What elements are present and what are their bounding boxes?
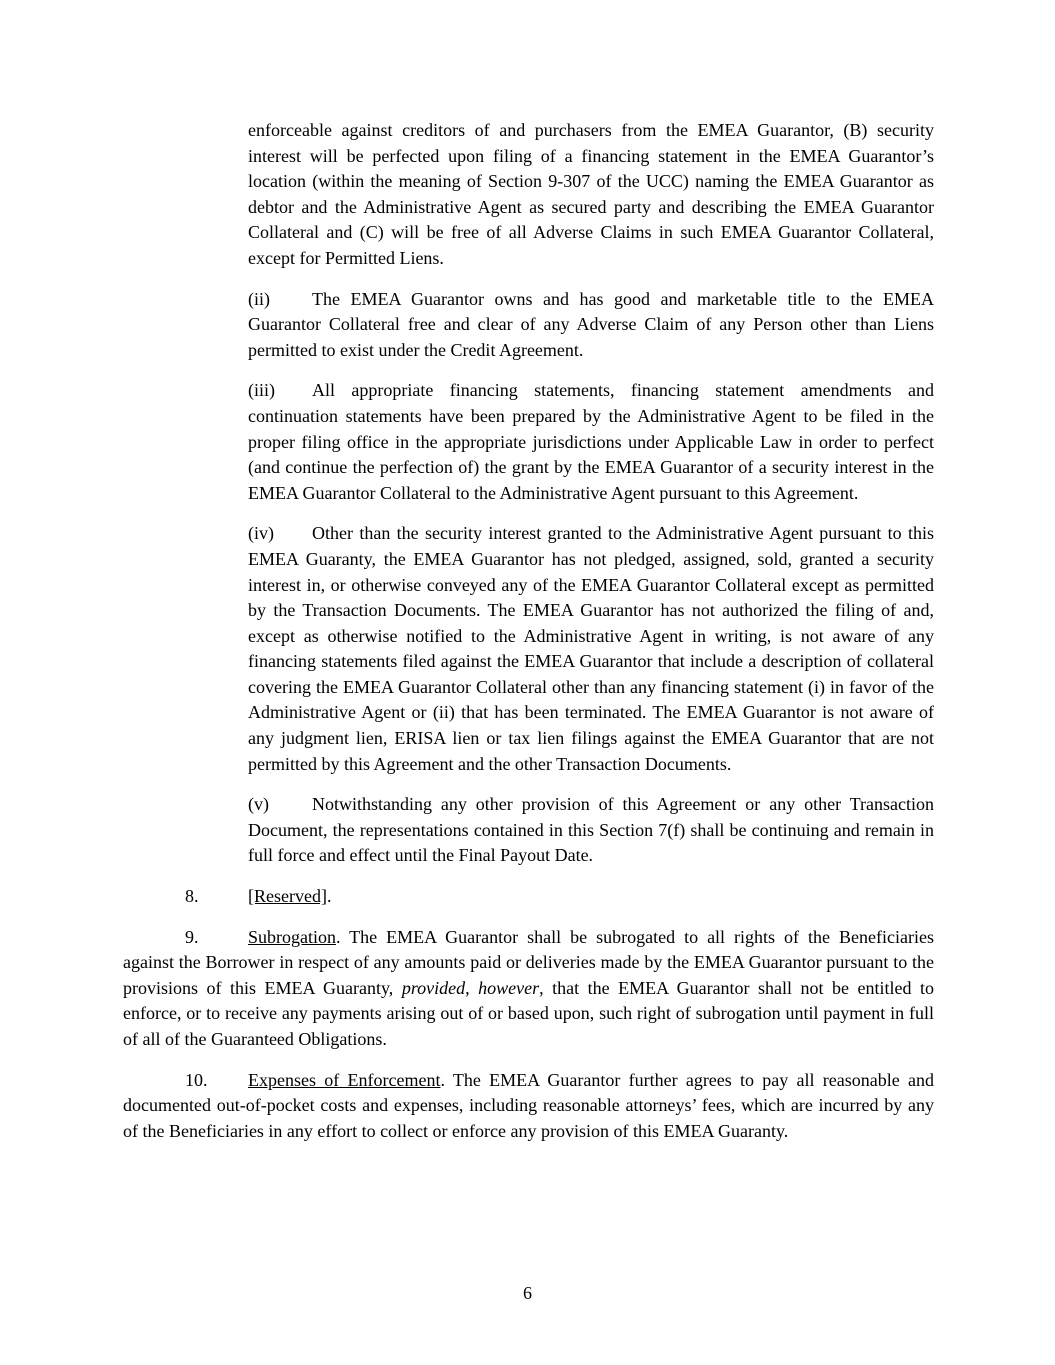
section-8-number: 8. (185, 886, 199, 907)
clause-b-continuation-paragraph (248, 118, 934, 272)
clause-b-continuation-text: enforceable against creditors of and purchasers from the EMEA Guarantor, (B) security interest will be perfected upon filing of a financing statement in the EMEA Guarantor’s location (within the meaning of Section 9-307 of the UCC) naming the EMEA Guarantor as debtor and the Administrative Agent as secured party and describing the EMEA Guarantor Collateral and (C) will be free of all Adverse Claims in such EMEA Guarantor Collateral, except for Permitted Liens. (248, 120, 934, 268)
subclause-iii-paragraph (248, 378, 934, 506)
section-8-after: . (326, 886, 332, 907)
subclause-v-text: Notwithstanding any other provision of this Agreement or any other Transaction Document, the representations contained in this Section 7(f) shall be continuing and remain in full force and effect until the Final Payout Date. (248, 794, 934, 866)
subclause-iv-marker: (iv) (248, 523, 274, 544)
subclause-v-paragraph (248, 792, 934, 869)
section-9-paragraph (123, 925, 934, 1053)
section-9-proviso-italic: provided, however (401, 977, 540, 998)
subclause-ii-paragraph (248, 287, 934, 364)
subclause-iii-text: All appropriate financing statements, financing statement amendments and continuation statements have been prepared by the Administrative Agent to be filed in the proper filing office in the appropriate jurisdictions under Applicable Law in order to perfect (and continue the perfection of) the grant by the EMEA Guarantor of a security interest in the EMEA Guarantor Collateral to the Administrative Agent pursuant to this Agreement. (248, 380, 934, 503)
section-10-number: 10. (185, 1069, 208, 1090)
section-9-number: 9. (185, 926, 199, 947)
section-10-heading: Expenses of Enforcement (248, 1069, 441, 1090)
subclause-ii-text: The EMEA Guarantor owns and has good and marketable title to the EMEA Guarantor Collateral free and clear of any Adverse Claim of any Person other than Liens permitted to exist under the Credit Agreement. (248, 288, 934, 360)
section-8-heading: [Reserved] (248, 886, 327, 907)
subclause-iv-text: Other than the security interest granted to the Administrative Agent pursuant to this EMEA Guaranty, the EMEA Guarantor has not pledged, assigned, sold, granted a security interest in, or otherwise conveyed any of the EMEA Guarantor Collateral except as permitted by the Transaction Documents. The EMEA Guarantor has not authorized the filing of and, except as otherwise notified to the Administrative Agent in writing, is not aware of any financing statements filed against the EMEA Guarantor that include a description of collateral covering the EMEA Guarantor Collateral other than any financing statement (i) in favor of the Administrative Agent or (ii) that has been terminated. The EMEA Guarantor is not aware of any judgment lien, ERISA lien or tax lien filings against the EMEA Guarantor that are not permitted by this Agreement and the other Transaction Documents. (248, 523, 934, 774)
section-8-paragraph (123, 884, 934, 910)
page-number: 6 (523, 1283, 532, 1304)
subclause-ii-marker: (ii) (248, 288, 270, 309)
section-9-body-tail: , that the EMEA Guarantor shall not be entitled to enforce, or to receive any payments arising out of or based upon, such right of subrogation until payment in full of all of the Guaranteed Obligations. (123, 977, 935, 1049)
subclause-iv-paragraph (248, 521, 934, 777)
subclause-v-marker: (v) (248, 794, 269, 815)
section-10-body: . The EMEA Guarantor further agrees to pay all reasonable and documented out-of-pocket costs and expenses, including reasonable attorneys’ fees, which are incurred by any of the Beneficiaries in any effort to collect or enforce any provision of this EMEA Guaranty. (123, 1069, 934, 1141)
section-9-body-lead: . The EMEA Guarantor shall be subrogated to all rights of the Beneficiaries against the Borrower in respect of any amounts paid or deliveries made by the EMEA Guarantor pursuant to the provisions of this EMEA Guaranty, (123, 926, 934, 998)
section-10-paragraph (123, 1068, 934, 1145)
subclause-iii-marker: (iii) (248, 380, 275, 401)
section-9-heading: Subrogation (248, 926, 336, 947)
document-content (123, 118, 934, 1159)
